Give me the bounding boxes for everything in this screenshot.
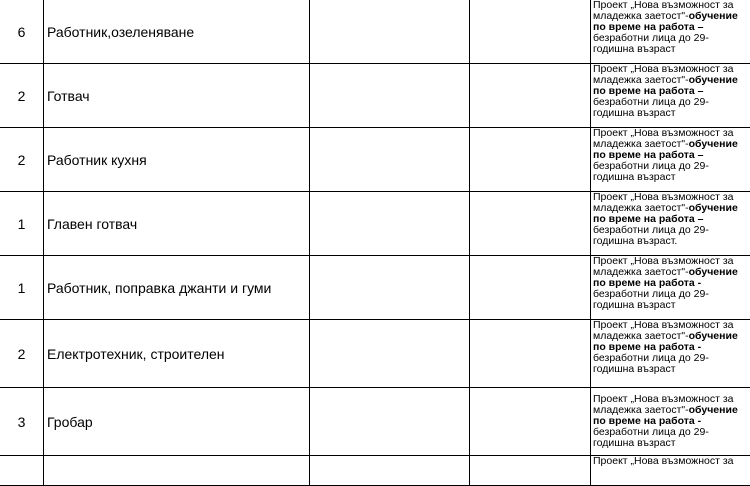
empty-cell — [470, 64, 591, 128]
empty-cell — [470, 388, 591, 456]
position-cell: Работник, поправка джанти и гуми — [44, 256, 310, 320]
table-row — [0, 256, 750, 320]
note-line: Проект „Нова възможност за — [593, 456, 750, 467]
empty-cell — [470, 256, 591, 320]
note-line: годишна възраст — [593, 108, 750, 119]
table-row — [0, 388, 750, 456]
note-line: годишна възраст — [593, 364, 750, 375]
note-bold-text: обучение — [689, 404, 738, 416]
empty-cell — [310, 0, 470, 64]
empty-cell — [310, 256, 470, 320]
note-line: Проект „Нова възможност за — [593, 320, 750, 331]
empty-cell — [470, 0, 591, 64]
note-line: Проект „Нова възможност за — [593, 0, 750, 11]
note-line: Проект „Нова възможност за — [593, 394, 750, 405]
table-row — [0, 0, 750, 64]
note-line: Проект „Нова възможност за — [593, 192, 750, 203]
note-text: младежка заетост"- — [593, 138, 689, 150]
note-line: годишна възраст — [593, 438, 750, 449]
note-cell — [591, 388, 750, 456]
table-row — [0, 192, 750, 256]
note-text: младежка заетост"- — [593, 404, 689, 416]
note-bold-text: обучение — [689, 330, 738, 342]
note-bold-line: по време на работа - — [593, 416, 750, 427]
note-cell — [591, 256, 750, 320]
note-cell — [591, 0, 750, 64]
empty-cell — [310, 320, 470, 388]
table-row — [0, 128, 750, 192]
note-line: безработни лица до 29- — [593, 97, 750, 108]
note-text: младежка заетост"- — [593, 330, 689, 342]
position-cell: Работник кухня — [44, 128, 310, 192]
note-bold-line: по време на работа – — [593, 150, 750, 161]
empty-cell — [310, 388, 470, 456]
note-bold-line: по време на работа - — [593, 278, 750, 289]
table-row — [0, 320, 750, 388]
note-line: безработни лица до 29- — [593, 289, 750, 300]
note-text: младежка заетост"- — [593, 202, 689, 214]
count-cell: 2 — [0, 128, 44, 192]
note-bold-text: обучение — [689, 202, 738, 214]
note-line: годишна възраст. — [593, 236, 750, 247]
empty-cell — [310, 128, 470, 192]
note-cell — [591, 320, 750, 388]
note-cell — [591, 128, 750, 192]
position-cell: Работник,озеленяване — [44, 0, 310, 64]
count-cell: 2 — [0, 320, 44, 388]
note-line: годишна възраст — [593, 172, 750, 183]
note-bold-text: обучение — [689, 266, 738, 278]
empty-cell — [470, 320, 591, 388]
count-cell: 6 — [0, 0, 44, 64]
note-bold-line: по време на работа – — [593, 86, 750, 97]
note-line: безработни лица до 29- — [593, 427, 750, 438]
empty-cell — [310, 64, 470, 128]
count-cell: 1 — [0, 256, 44, 320]
note-line: безработни лица до 29- — [593, 33, 750, 44]
note-text: младежка заетост"- — [593, 10, 689, 22]
count-cell: 3 — [0, 388, 44, 456]
note-line: безработни лица до 29- — [593, 353, 750, 364]
note-bold-text: обучение — [689, 138, 738, 150]
note-bold-text: обучение — [689, 10, 738, 22]
note-cell — [591, 192, 750, 256]
note-cell — [591, 64, 750, 128]
note-line: Проект „Нова възможност за — [593, 256, 750, 267]
position-cell: Главен готвач — [44, 192, 310, 256]
note-line: годишна възраст — [593, 300, 750, 311]
note-line: Проект „Нова възможност за — [593, 128, 750, 139]
note-bold-line: по време на работа – — [593, 22, 750, 33]
position-cell: Електротехник, строителен — [44, 320, 310, 388]
note-line: безработни лица до 29- — [593, 161, 750, 172]
note-line: годишна възраст — [593, 44, 750, 55]
note-line: безработни лица до 29- — [593, 225, 750, 236]
note-line: Проект „Нова възможност за — [593, 64, 750, 75]
empty-cell — [310, 192, 470, 256]
note-bold-line: по време на работа - — [593, 342, 750, 353]
table-row — [0, 64, 750, 128]
empty-cell — [470, 192, 591, 256]
note-text: младежка заетост"- — [593, 74, 689, 86]
note-bold-line: по време на работа – — [593, 214, 750, 225]
empty-cell — [470, 128, 591, 192]
position-cell: Готвач — [44, 64, 310, 128]
note-bold-text: обучение — [689, 74, 738, 86]
count-cell: 1 — [0, 192, 44, 256]
position-cell: Гробар — [44, 388, 310, 456]
note-text: младежка заетост"- — [593, 266, 689, 278]
count-cell: 2 — [0, 64, 44, 128]
